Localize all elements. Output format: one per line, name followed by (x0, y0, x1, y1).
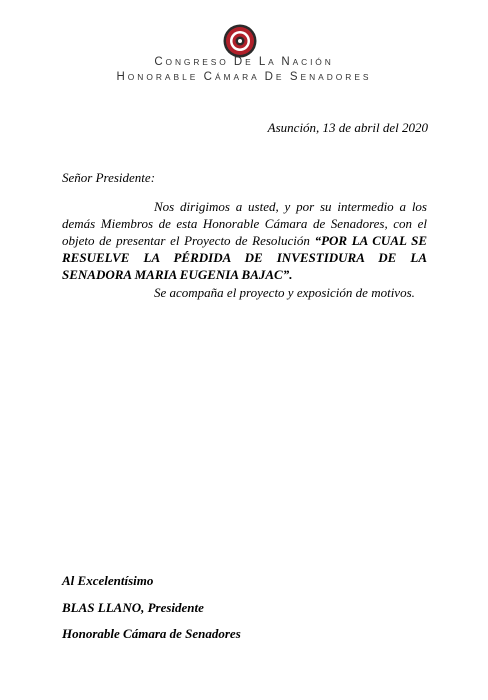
letter-body-intro: Nos dirigimos a usted, y por su intermedio a los demás Miembros de esta Honorable Cámara de Senadores, con el objeto de presentar el Proyecto de Resolución (62, 199, 427, 248)
senate-seal-icon (223, 24, 257, 58)
recipient-honorific: Al Excelentísimo (62, 573, 154, 588)
resolution-title: “POR LA CUAL SE RESUELVE LA PÉRDIDA DE INVESTIDURA DE LA SENADORA MARIA EUGENIA BAJAC”. (62, 233, 428, 282)
letter-date: Asunción, 13 de abril del 2020 (267, 120, 428, 135)
letter-body (62, 198, 427, 283)
letter-salutation: Señor Presidente: (62, 170, 156, 185)
recipient-name: BLAS LLANO, Presidente (62, 600, 204, 615)
letter-enclosure-note: Se acompaña el proyecto y exposición de motivos. (154, 285, 415, 300)
header-senate-name: HONORABLE CÁMARA DE SENADORES (116, 71, 372, 83)
recipient-institution: Honorable Cámara de Senadores (62, 626, 241, 641)
header-congress-name: CONGRESO DE LA NACIÓN (154, 56, 334, 68)
